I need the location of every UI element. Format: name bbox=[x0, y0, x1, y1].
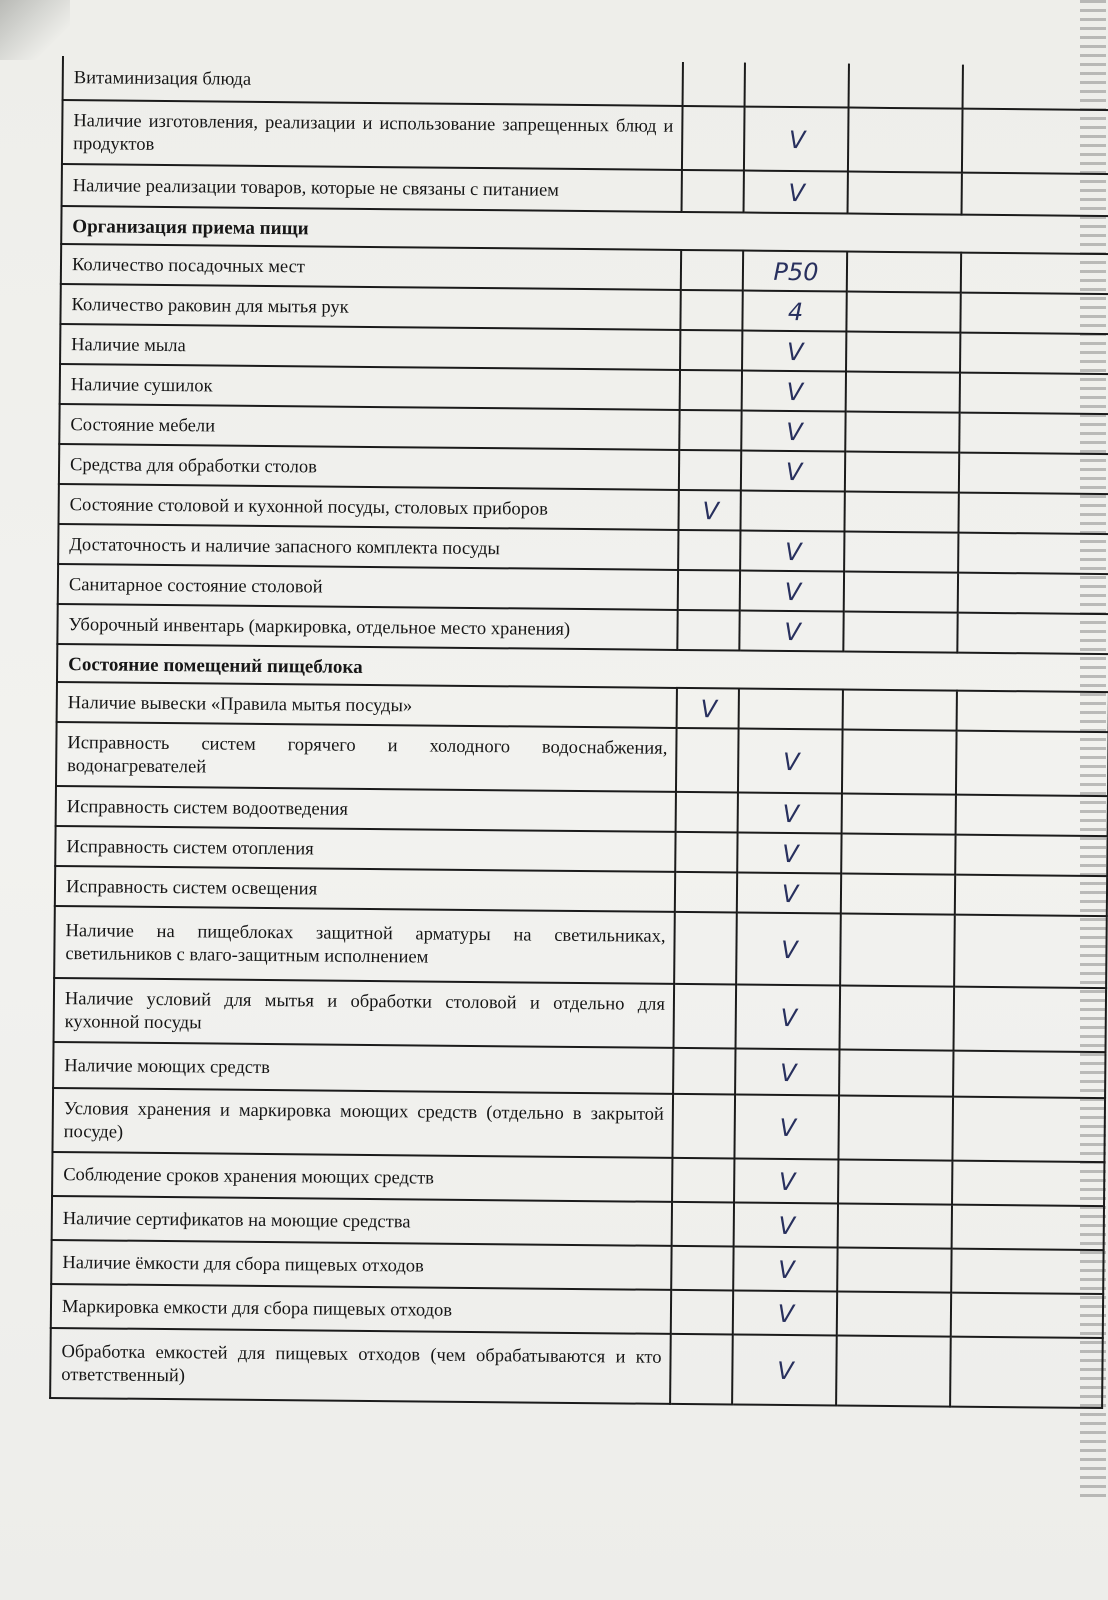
empty-cell bbox=[952, 1161, 1104, 1206]
checklist-body bbox=[50, 56, 1108, 1408]
mark-cell-col1 bbox=[675, 832, 737, 873]
mark-cell-col2: 4 bbox=[742, 291, 846, 332]
mark-cell-col1 bbox=[683, 62, 745, 107]
mark-cell-col1 bbox=[682, 170, 744, 213]
mark-cell-col2: V bbox=[733, 1247, 837, 1292]
criterion-label: Количество раковин для мытья рук bbox=[60, 284, 680, 330]
empty-cell bbox=[959, 453, 1108, 494]
empty-cell bbox=[836, 1335, 951, 1406]
empty-cell bbox=[954, 915, 1107, 988]
mark-cell-col2: V bbox=[733, 1290, 837, 1335]
criterion-label: Количество посадочных мест bbox=[61, 244, 681, 290]
mark-cell-col2 bbox=[739, 689, 843, 730]
mark-cell-col1 bbox=[672, 1094, 735, 1159]
empty-cell bbox=[840, 914, 955, 987]
empty-cell bbox=[844, 492, 958, 533]
mark-cell-col1 bbox=[672, 1158, 734, 1203]
criterion-label: Наличие реализации товаров, которые не связаны с питанием bbox=[62, 164, 682, 212]
criterion-label: Исправность систем водоотведения bbox=[56, 786, 676, 832]
empty-cell bbox=[958, 573, 1108, 614]
criterion-label: Средства для обработки столов bbox=[59, 444, 679, 490]
criterion-label: Наличие сертификатов на моющие средства bbox=[52, 1196, 672, 1246]
criterion-label: Наличие на пищеблоках защитной арматуры на светильниках, светильников с влаго-защитным исполнением bbox=[54, 906, 675, 984]
mark-cell-col1 bbox=[680, 370, 742, 411]
mark-cell-col2: V bbox=[737, 873, 841, 914]
empty-cell bbox=[957, 613, 1108, 654]
table-row bbox=[54, 906, 1107, 988]
table-row bbox=[54, 978, 1107, 1052]
mark-cell-col1 bbox=[674, 984, 737, 1049]
criterion-label: Соблюдение сроков хранения моющих средств bbox=[52, 1152, 672, 1202]
empty-cell bbox=[951, 1293, 1103, 1338]
mark-cell-col2 bbox=[740, 491, 844, 532]
criterion-label: Исправность систем освещения bbox=[55, 866, 675, 912]
empty-cell bbox=[952, 1205, 1104, 1250]
empty-cell bbox=[846, 292, 960, 333]
empty-cell bbox=[845, 412, 959, 453]
mark-cell-col2: V bbox=[744, 107, 849, 172]
empty-cell bbox=[958, 493, 1108, 534]
empty-cell bbox=[837, 1248, 951, 1293]
mark-cell-col2: V bbox=[741, 451, 845, 492]
mark-cell-col1: V bbox=[678, 490, 740, 531]
criterion-label: Состояние столовой и кухонной посуды, столовых приборов bbox=[59, 484, 679, 530]
empty-cell bbox=[838, 1204, 952, 1249]
mark-cell-col1 bbox=[676, 728, 739, 793]
empty-cell bbox=[848, 108, 963, 173]
criterion-label: Достаточность и наличие запасного комплекта посуды bbox=[58, 524, 678, 570]
mark-cell-col1 bbox=[675, 872, 737, 913]
criterion-label: Наличие условий для мытья и обработки столовой и отдельно для кухонной посуды bbox=[54, 978, 675, 1048]
criterion-label: Санитарное состояние столовой bbox=[58, 564, 678, 610]
empty-cell bbox=[837, 1291, 951, 1336]
mark-cell-col2: V bbox=[740, 571, 844, 612]
mark-cell-col2: V bbox=[744, 171, 848, 214]
mark-cell-col1 bbox=[679, 450, 741, 491]
mark-cell-col2: V bbox=[739, 611, 843, 652]
empty-cell bbox=[849, 64, 963, 109]
empty-cell bbox=[846, 332, 960, 373]
empty-cell bbox=[842, 794, 956, 835]
empty-cell bbox=[838, 1160, 952, 1205]
empty-cell bbox=[961, 253, 1108, 294]
mark-cell-col2: P50 bbox=[743, 251, 847, 292]
empty-cell bbox=[957, 691, 1108, 732]
mark-cell-col2: V bbox=[742, 371, 846, 412]
empty-cell bbox=[955, 875, 1107, 916]
mark-cell-col1 bbox=[678, 570, 740, 611]
empty-cell bbox=[844, 572, 958, 613]
mark-cell-col2: V bbox=[741, 411, 845, 452]
empty-cell bbox=[844, 532, 958, 573]
empty-cell bbox=[838, 1096, 953, 1161]
empty-cell bbox=[839, 986, 954, 1051]
mark-cell-col2: V bbox=[734, 1203, 838, 1248]
empty-cell bbox=[962, 173, 1108, 216]
mark-cell-col2 bbox=[745, 63, 849, 108]
mark-cell-col1 bbox=[677, 610, 739, 651]
mark-cell-col1 bbox=[671, 1290, 733, 1335]
mark-cell-col1 bbox=[679, 410, 741, 451]
mark-cell-col2: V bbox=[734, 1095, 839, 1160]
empty-cell bbox=[953, 987, 1106, 1052]
mark-cell-col1 bbox=[682, 106, 745, 171]
empty-cell bbox=[962, 109, 1108, 174]
empty-cell bbox=[963, 65, 1108, 110]
criterion-label: Витаминизация блюда bbox=[63, 56, 683, 106]
empty-cell bbox=[959, 413, 1108, 454]
criterion-label: Наличие сушилок bbox=[60, 364, 680, 410]
mark-cell-col2: V bbox=[734, 1159, 838, 1204]
table-row bbox=[50, 1328, 1103, 1408]
mark-cell-col2: V bbox=[742, 331, 846, 372]
empty-cell bbox=[841, 874, 955, 915]
criterion-label: Исправность систем отопления bbox=[55, 826, 675, 872]
empty-cell bbox=[960, 333, 1108, 374]
mark-cell-col2: V bbox=[735, 1049, 839, 1096]
empty-cell bbox=[956, 731, 1108, 796]
criterion-label: Наличие ёмкости для сбора пищевых отходов bbox=[51, 1240, 671, 1290]
criterion-label: Наличие моющих средств bbox=[53, 1042, 673, 1094]
mark-cell-col2: V bbox=[736, 913, 841, 986]
mark-cell-col1 bbox=[678, 530, 740, 571]
mark-cell-col2: V bbox=[738, 729, 843, 794]
empty-cell bbox=[952, 1097, 1105, 1162]
inspection-checklist-table bbox=[49, 56, 1108, 1409]
mark-cell-col1 bbox=[674, 912, 737, 985]
mark-cell-col2: V bbox=[732, 1334, 837, 1405]
empty-cell bbox=[845, 452, 959, 493]
page-corner-shadow bbox=[0, 0, 70, 60]
empty-cell bbox=[955, 835, 1107, 876]
mark-cell-col1 bbox=[670, 1334, 733, 1405]
mark-cell-col2: V bbox=[737, 833, 841, 874]
mark-cell-col2: V bbox=[738, 793, 842, 834]
empty-cell bbox=[956, 795, 1108, 836]
mark-cell-col2: V bbox=[740, 531, 844, 572]
mark-cell-col1 bbox=[681, 250, 743, 291]
section-title: Организация приема пищи bbox=[61, 206, 1108, 254]
table-row bbox=[52, 1088, 1105, 1162]
empty-cell bbox=[958, 533, 1108, 574]
criterion-label: Исправность систем горячего и холодного водоснабжения, водонагревателей bbox=[56, 722, 677, 792]
criterion-label: Маркировка емкости для сбора пищевых отходов bbox=[51, 1284, 671, 1334]
criterion-label: Условия хранения и маркировка моющих средств (отдельно в закрытой посуде) bbox=[52, 1088, 673, 1158]
criterion-label: Наличие вывески «Правила мытья посуды» bbox=[57, 682, 677, 728]
criterion-label: Состояние мебели bbox=[59, 404, 679, 450]
table-row bbox=[56, 722, 1108, 796]
mark-cell-col1 bbox=[676, 792, 738, 833]
empty-cell bbox=[843, 690, 957, 731]
empty-cell bbox=[848, 172, 962, 215]
criterion-label: Уборочный инвентарь (маркировка, отдельное место хранения) bbox=[57, 604, 677, 650]
empty-cell bbox=[847, 252, 961, 293]
empty-cell bbox=[839, 1050, 953, 1097]
criterion-label: Обработка емкостей для пищевых отходов (чем обрабатываются и кто ответственный) bbox=[50, 1328, 671, 1404]
empty-cell bbox=[960, 293, 1108, 334]
mark-cell-col1 bbox=[673, 1048, 735, 1095]
mark-cell-col2: V bbox=[736, 985, 841, 1050]
empty-cell bbox=[841, 834, 955, 875]
mark-cell-col1 bbox=[680, 290, 742, 331]
section-title: Состояние помещений пищеблока bbox=[57, 644, 1108, 692]
empty-cell bbox=[953, 1051, 1105, 1098]
criterion-label: Наличие мыла bbox=[60, 324, 680, 370]
empty-cell bbox=[960, 373, 1108, 414]
empty-cell bbox=[843, 612, 957, 653]
mark-cell-col1: V bbox=[677, 688, 739, 729]
table-row bbox=[62, 100, 1108, 174]
mark-cell-col1 bbox=[672, 1202, 734, 1247]
mark-cell-col1 bbox=[680, 330, 742, 371]
empty-cell bbox=[842, 730, 957, 795]
criterion-label: Наличие изготовления, реализации и использование запрещенных блюд и продуктов bbox=[62, 100, 683, 170]
mark-cell-col1 bbox=[671, 1246, 733, 1291]
empty-cell bbox=[951, 1249, 1103, 1294]
empty-cell bbox=[846, 372, 960, 413]
empty-cell bbox=[950, 1337, 1103, 1408]
